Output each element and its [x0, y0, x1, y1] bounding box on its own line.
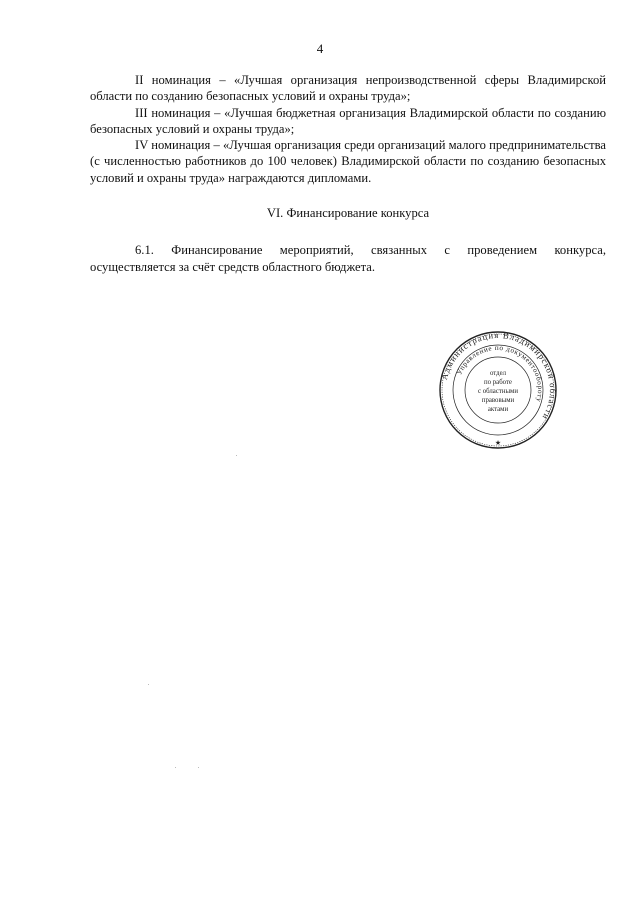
- section-heading: VI. Финансирование конкурса: [266, 206, 430, 221]
- stamp-center-line-2: по работе: [484, 379, 512, 386]
- paragraph-nomination-3: III номинация – «Лучшая бюджетная организация Владимирской области по созданию безопасных условий и охраны труда»;: [90, 105, 606, 136]
- page-number: 4: [316, 41, 324, 56]
- stamp-outer-text: Администрация Владимирской области: [439, 330, 558, 423]
- stamp-center-line-4: правовыми: [481, 397, 515, 404]
- stamp-center-line-5: актами: [487, 406, 509, 413]
- official-stamp: [438, 330, 558, 450]
- stamp-center-line-3: с областными: [478, 388, 518, 395]
- scan-speck: [236, 455, 237, 456]
- stamp-inner-text: Управление по документообороту: [455, 343, 545, 404]
- scan-speck: [175, 767, 176, 768]
- stamp-center-line-1: отдел: [489, 370, 507, 377]
- paragraph-nomination-4: IV номинация – «Лучшая организация среди организаций малого предпринимательства (с численностью работников до 100 человек) Владимирской области по созданию безопасных условий и охраны труда» награждаются дипломами.: [90, 138, 606, 185]
- paragraph-nomination-2: II номинация – «Лучшая организация непроизводственной сферы Владимирской области по созданию безопасных условий и охраны труда»;: [90, 73, 606, 104]
- paragraph-financing: 6.1. Финансирование мероприятий, связанных с проведением конкурса, осуществляется за счёт средств областного бюджета.: [90, 243, 606, 274]
- document-body: [90, 72, 606, 275]
- stamp-star-icon: ★: [494, 439, 502, 447]
- scan-speck: [198, 767, 199, 768]
- scan-speck: [148, 684, 149, 685]
